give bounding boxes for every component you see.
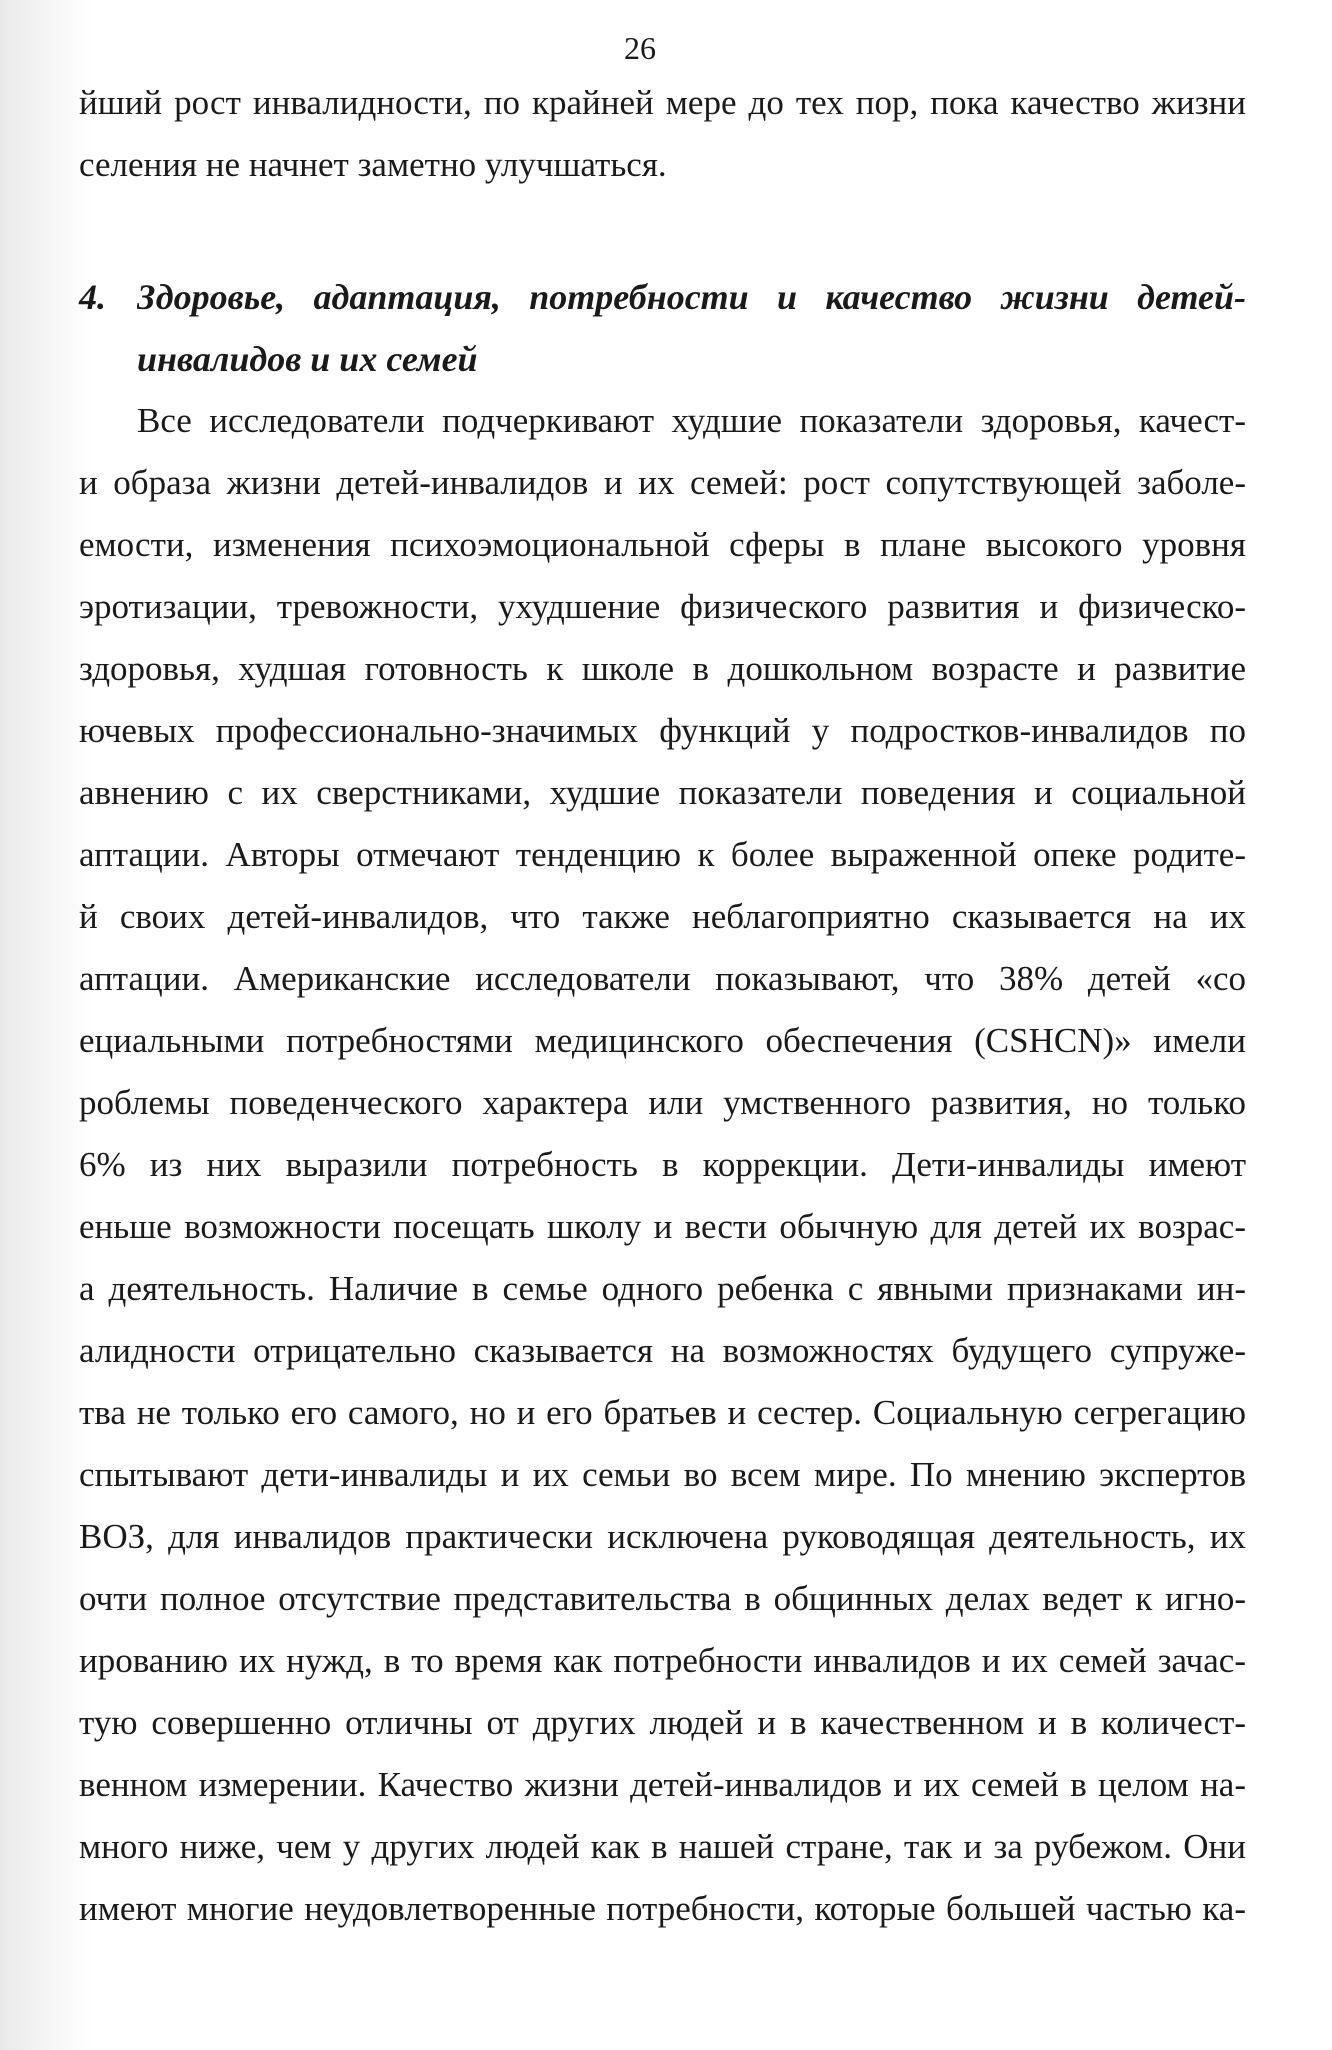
text-line: много ниже, чем у других людей как в нашей стране, так и за рубежом. Они <box>79 1827 1246 1866</box>
text-line: еньше возможности посещать школу и вести обычную для детей их возрас- <box>79 1207 1246 1246</box>
text-line: тую совершенно отличны от других людей и в качественном и в количест- <box>79 1703 1246 1742</box>
text-line: йший рост инвалидности, по крайней мере до тех пор, пока качество жизни <box>79 83 1246 122</box>
text-line: венном измерении. Качество жизни детей-инвалидов и их семей в целом на- <box>79 1765 1246 1804</box>
text-line: ециальными потребностями медицинского обеспечения (CSHCN)» имели <box>79 1021 1246 1060</box>
text-line: емости, изменения психоэмоциональной сферы в плане высокого уровня <box>79 525 1246 564</box>
text-line: спытывают дети-инвалиды и их семьи во всем мире. По мнению экспертов <box>79 1455 1246 1494</box>
section-title-line: инвалидов и их семей <box>137 339 478 379</box>
text-line: й своих детей-инвалидов, что также неблагоприятно сказывается на их <box>79 897 1246 936</box>
page-number: 26 <box>624 30 656 66</box>
text-line: имеют многие неудовлетворенные потребности, которые большей частью ка- <box>79 1889 1246 1928</box>
section-title-line: Здоровье, адаптация, потребности и качество жизни детей- <box>137 277 1246 317</box>
text-line: ючевых профессионально-значимых функций у подростков-инвалидов по <box>79 711 1246 750</box>
text-line: авнению с их сверстниками, худшие показатели поведения и социальной <box>79 773 1246 812</box>
text-line: аптации. Авторы отмечают тенденцию к более выраженной опеке родите- <box>79 835 1246 874</box>
paragraph-first-line: Все исследователи подчеркивают худшие показатели здоровья, качест- <box>137 401 1246 440</box>
text-line: ВОЗ, для инвалидов практически исключена руководящая деятельность, их <box>79 1517 1246 1556</box>
text-line: и образа жизни детей-инвалидов и их семей: рост сопутствующей заболе- <box>79 463 1246 502</box>
text-line: алидности отрицательно сказывается на возможностях будущего супруже- <box>79 1331 1246 1370</box>
text-line: здоровья, худшая готовность к школе в дошкольном возрасте и развитие <box>79 649 1246 688</box>
text-line: аптации. Американские исследователи показывают, что 38% детей «со <box>79 959 1246 998</box>
text-line: тва не только его самого, но и его братьев и сестер. Социальную сегрегацию <box>79 1393 1246 1432</box>
text-line: эротизации, тревожности, ухудшение физического развития и физическо- <box>79 587 1246 626</box>
text-line: роблемы поведенческого характера или умственного развития, но только <box>79 1083 1246 1122</box>
text-line: селения не начнет заметно улучшаться. <box>79 145 667 184</box>
text-line: ированию их нужд, в то время как потребности инвалидов и их семей зачас- <box>79 1641 1246 1680</box>
text-line: 6% из них выразили потребность в коррекции. Дети-инвалиды имеют <box>79 1145 1246 1184</box>
text-line: а деятельность. Наличие в семье одного ребенка с явными признаками ин- <box>79 1269 1246 1308</box>
text-line: очти полное отсутствие представительства в общинных делах ведет к игно- <box>79 1579 1246 1618</box>
section-number: 4. <box>79 277 106 317</box>
